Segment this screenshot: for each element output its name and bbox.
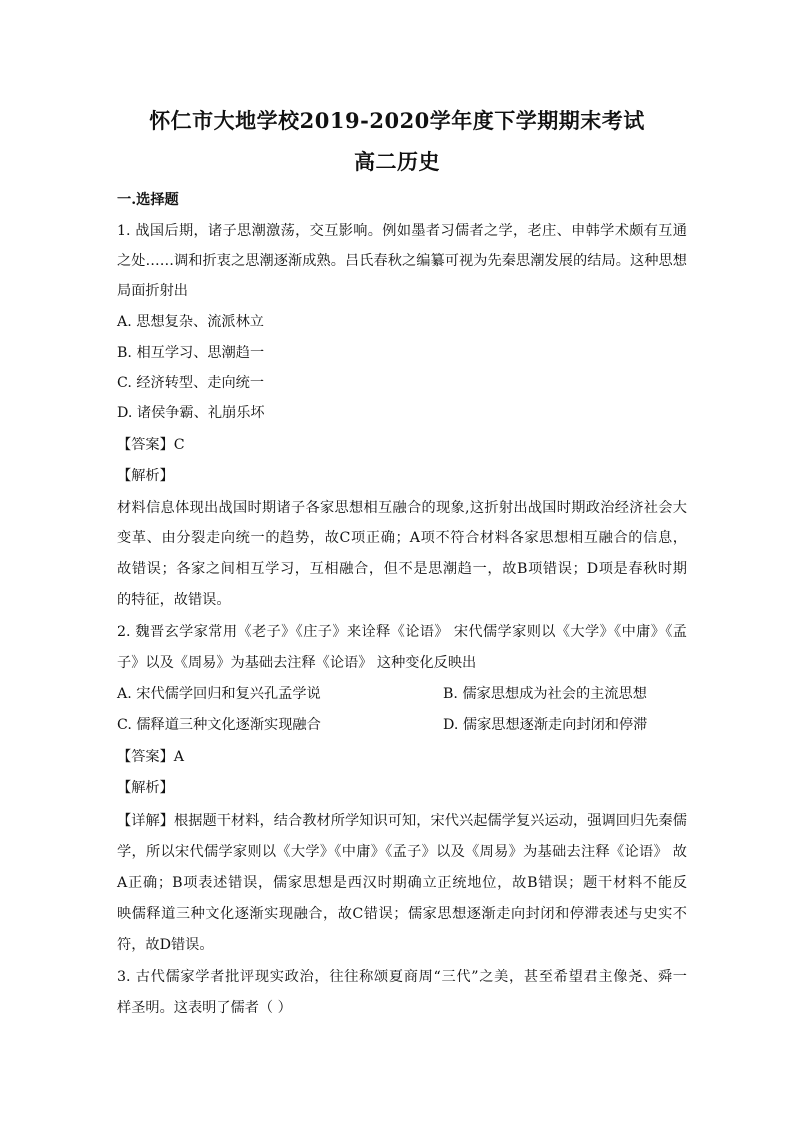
q1-analysis-line: 故错误；各家之间相互学习，互相融合，但不是思潮趋一，故B项错误；D项是春秋时期 <box>117 561 687 577</box>
document-title: 怀仁市大地学校2019-2020学年度下学期期末考试 <box>149 108 645 133</box>
q1-answer: 【答案】C <box>117 437 185 453</box>
q1-analysis-label: 【解析】 <box>117 468 174 484</box>
q2-analysis-label: 【解析】 <box>117 780 174 796</box>
q3-stem-line: 样圣明。这表明了儒者（ ） <box>117 1000 292 1016</box>
q2-analysis-line: A正确；B项表述错误，儒家思想是西汉时期确立正统地位，故B错误；题干材料不能反 <box>117 875 687 891</box>
q2-analysis-line: 映儒释道三种文化逐渐实现融合，故C错误；儒家思想逐渐走向封闭和停滞表述与史实不 <box>117 906 687 922</box>
q2-option-b: B. 儒家思想成为社会的主流思想 <box>443 686 647 702</box>
section-heading: 一.选择题 <box>117 192 179 208</box>
document-subtitle: 高二历史 <box>354 149 440 174</box>
q1-stem-line: 1. 战国后期，诸子思潮激荡，交互影响。例如墨者习儒者之学，老庄、申韩学术颇有互通 <box>117 223 687 239</box>
q1-analysis-line: 材料信息体现出战国时期诸子各家思想相互融合的现象,这折射出战国时期政治经济社会大 <box>117 500 687 516</box>
q1-stem-line: 局面折射出 <box>117 283 188 299</box>
q2-option-d: D. 儒家思想逐渐走向封闭和停滞 <box>443 717 648 733</box>
q2-stem-line: 2. 魏晋玄学家常用《老子》《庄子》来诠释《论语》 宋代儒学家则以《大学》《中庸》《孟 <box>117 624 687 640</box>
q2-analysis-line: 【详解】根据题干材料，结合教材所学知识可知，宋代兴起儒学复兴运动，强调回归先秦儒 <box>117 813 687 829</box>
q2-answer: 【答案】A <box>117 749 184 765</box>
q1-option-a: A. 思想复杂、流派林立 <box>117 314 264 330</box>
q2-stem-line: 子》以及《周易》为基础去注释《论语》 这种变化反映出 <box>117 655 477 671</box>
q1-option-d: D. 诸侯争霸、礼崩乐坏 <box>117 405 265 421</box>
q2-option-c: C. 儒释道三种文化逐渐实现融合 <box>117 717 321 733</box>
q1-analysis-line: 变革、由分裂走向统一的趋势，故C项正确；A项不符合材料各家思想相互融合的信息， <box>117 530 687 546</box>
q3-stem-line: 3. 古代儒家学者批评现实政治，往往称颂夏商周“三代”之美，甚至希望君主像尧、舜一 <box>117 969 687 985</box>
q2-analysis-line: 学，所以宋代儒学家则以《大学》《中庸》《孟子》以及《周易》为基础去注释《论语》 故 <box>117 844 687 860</box>
q2-analysis-line: 符，故D错误。 <box>117 937 214 953</box>
q1-option-b: B. 相互学习、思潮趋一 <box>117 345 265 361</box>
q1-option-c: C. 经济转型、走向统一 <box>117 375 265 391</box>
q2-option-a: A. 宋代儒学回归和复兴孔孟学说 <box>117 686 321 702</box>
q1-analysis-line: 的特征，故错误。 <box>117 592 231 608</box>
q1-stem-line: 之处……调和折衷之思潮逐渐成熟。吕氏春秋之编纂可视为先秦思潮发展的结局。这种思想 <box>117 253 687 269</box>
